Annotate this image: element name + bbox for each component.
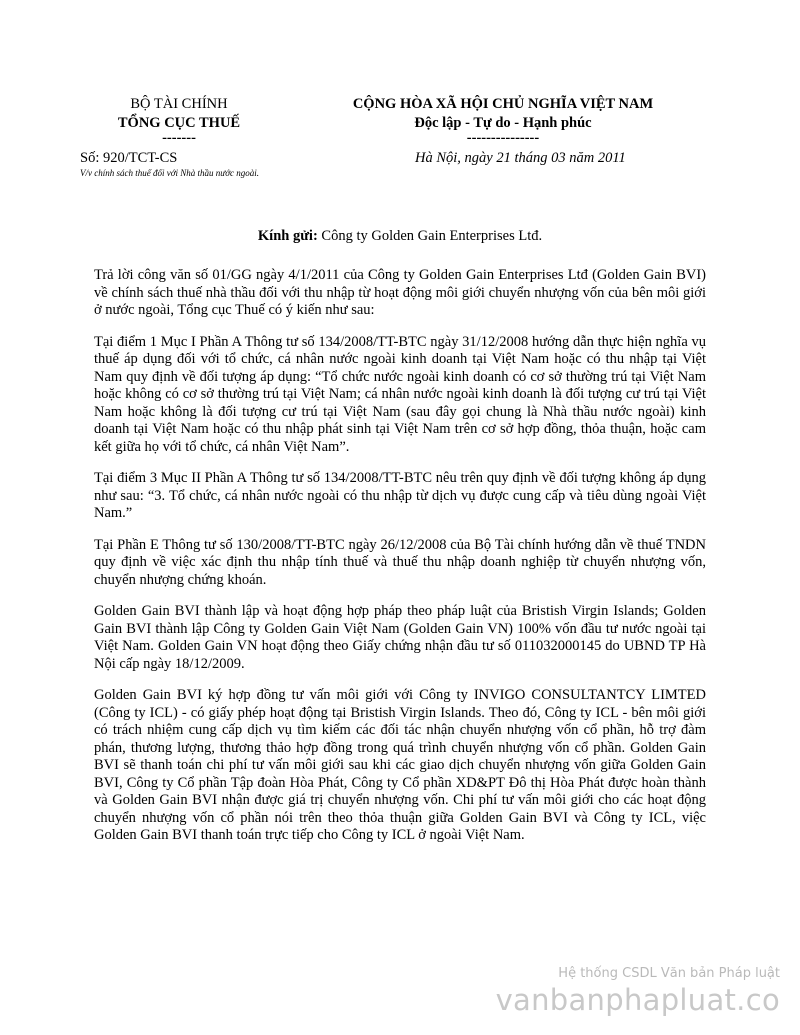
- body-paragraph: Golden Gain BVI thành lập và hoạt động hợp pháp theo pháp luật của Bristish Virgin Islands; Golden Gain BVI thành lập Công ty Golden Gain Việt Nam (Golden Gain VN) 100% vốn đầu tư nước ngoài tại Việt Nam. Golden Gain VN hoạt động theo Giấy chứng nhận đầu tư số 011032000145 do UBND TP Hà Nội cấp ngày 18/12/2009.: [94, 603, 706, 672]
- document-subject: V/v chính sách thuế đối với Nhà thầu nước ngoài.: [80, 168, 259, 178]
- ministry-name: BỘ TÀI CHÍNH: [130, 96, 228, 112]
- body-paragraph: Golden Gain BVI ký hợp đồng tư vấn môi giới với Công ty INVIGO CONSULTANTCY LIMTED (Công ty ICL) - có giấy phép hoạt động tại Bristish Virgin Islands. Theo đó, Công ty ICL - bên môi giới có trách nhiệm cung cấp dịch vụ tìm kiếm các đối tác nhận chuyển nhượng vốn cổ phần, hỗ trợ đàm phán, thương lượng, thương thảo hợp đồng trong quá trình chuyển nhượng vốn cổ phần. Golden Gain BVI sẽ thanh toán chi phí tư vấn môi giới sau khi các giao dịch chuyển nhượng vốn giữa Golden Gain BVI, Công ty Cổ phần Tập đoàn Hòa Phát, Công ty Cổ phần XD&PT Đô thị Hòa Phát được hoàn thành và Golden Gain BVI nhận được giá trị chuyển nhượng vốn. Chi phí tư vấn môi giới cho các hoạt động chuyển nhượng vốn cổ phần nói trên theo thỏa thuận giữa Golden Gain BVI và Công ty ICL, việc Golden Gain BVI thanh toán trực tiếp cho Công ty ICL ở ngoài Việt Nam.: [94, 687, 706, 843]
- body-paragraph: Trả lời công văn số 01/GG ngày 4/1/2011 của Công ty Golden Gain Enterprises Ltđ (Golden Gain BVI) về chính sách thuế nhà thầu đối với thu nhập từ hoạt động môi giới chuyển nhượng vốn của bên môi giới ở nước ngoài, Tổng cục Thuế có ý kiến như sau:: [94, 267, 706, 318]
- issuer-block: [84, 95, 274, 144]
- greeting-label: Kính gửi:: [257, 228, 318, 244]
- greeting-recipient: Công ty Golden Gain Enterprises Ltđ.: [317, 228, 543, 244]
- national-motto: Độc lập - Tự do - Hạnh phúc: [414, 115, 592, 131]
- body-paragraph: Tại điểm 3 Mục II Phần A Thông tư số 134/2008/TT-BTC nêu trên quy định về đối tượng không áp dụng như sau: “3. Tổ chức, cá nhân nước ngoài có thu nhập từ dịch vụ được cung cấp và tiêu dùng ngoài Việt Nam.”: [94, 470, 706, 521]
- body-paragraph: Tại điểm 1 Mục I Phần A Thông tư số 134/2008/TT-BTC ngày 31/12/2008 hướng dẫn thực hiện nghĩa vụ thuế áp dụng đối với tổ chức, cá nhân nước ngoài kinh doanh tại Việt Nam hoặc có thu nhập tại Việt Nam quy định về đối tượng áp dụng: “Tổ chức nước ngoài kinh doanh có cơ sở thường trú tại Việt Nam hoặc không có cơ sở thường trú tại Việt Nam; cá nhân nước ngoài kinh doanh là đối tượng cư trú tại Việt Nam hoặc không là đối tượng cư trú tại Việt Nam (sau đây gọi chung là Nhà thầu nước ngoài) kinh doanh tại Việt Nam hoặc có thu nhập phát sinh tại Việt Nam trên cơ sở hợp đồng, thỏa thuận, hoặc cam kết giữa họ với tổ chức, cá nhân Việt Nam”.: [94, 333, 706, 455]
- document-number: Số: 920/TCT-CS: [80, 150, 178, 166]
- national-title-block: [268, 95, 738, 144]
- greeting-line: [0, 228, 800, 245]
- department-name: TỔNG CỤC THUẾ: [117, 115, 241, 131]
- watermark-caption: Hệ thống CSDL Văn bản Pháp luật: [558, 966, 780, 981]
- watermark-site: vanbanphapluat.co: [495, 983, 780, 1017]
- body-paragraph: Tại Phần E Thông tư số 130/2008/TT-BTC ngày 26/12/2008 của Bộ Tài chính hướng dẫn về thuế TNDN quy định về việc xác định thu nhập tính thuế và thuế thu nhập doanh nghiệp từ chuyển nhượng vốn, chuyển nhượng chứng khoán.: [94, 536, 706, 588]
- letter-body: [94, 267, 706, 859]
- document-date: Hà Nội, ngày 21 tháng 03 năm 2011: [415, 150, 626, 166]
- issuer-separator: -------: [162, 130, 196, 146]
- country-name: CỘNG HÒA XÃ HỘI CHỦ NGHĨA VIỆT NAM: [352, 96, 654, 112]
- motto-separator: ---------------: [466, 130, 540, 146]
